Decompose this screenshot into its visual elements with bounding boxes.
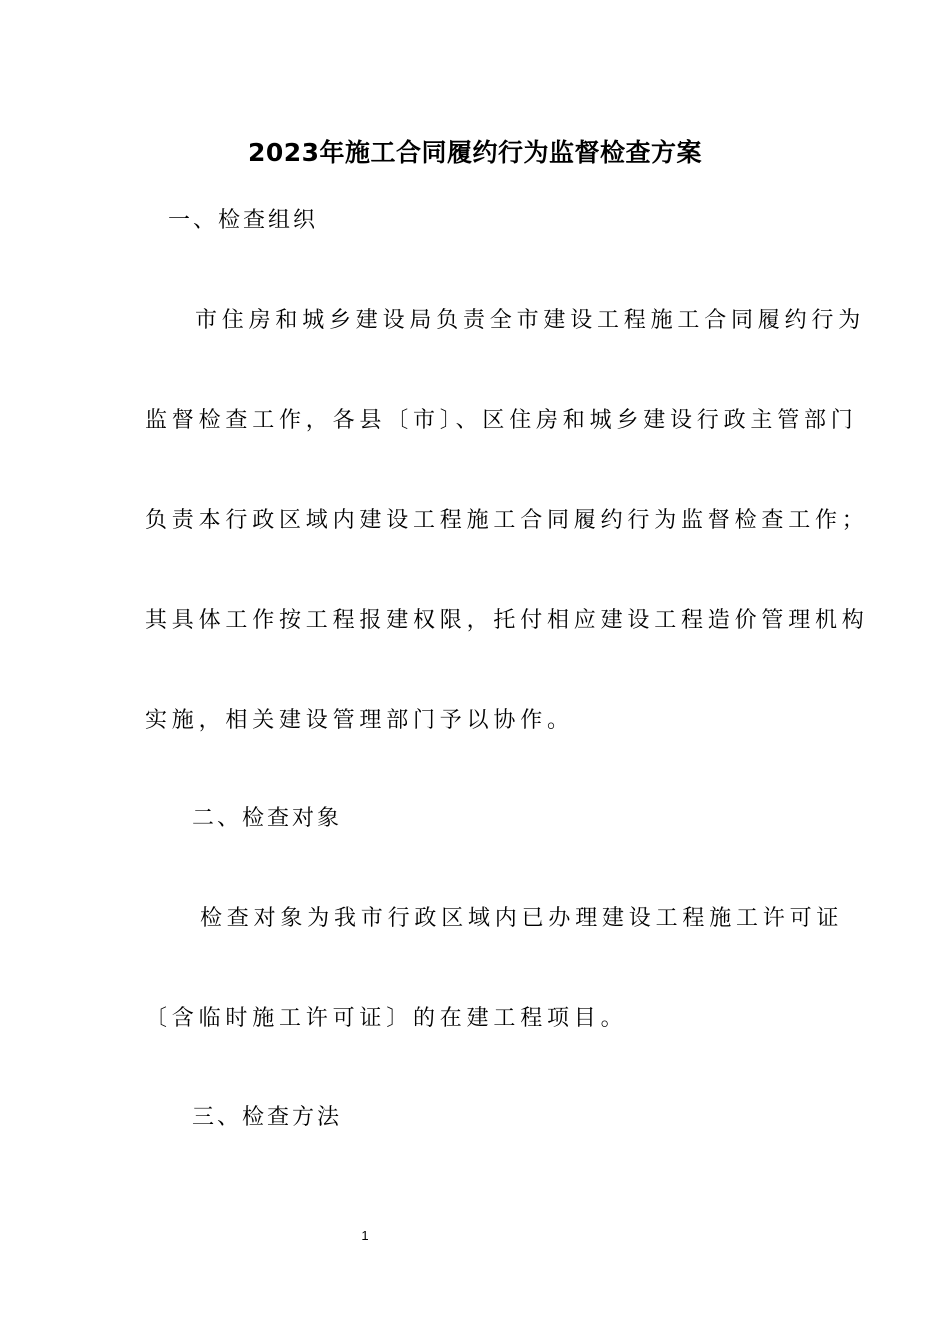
page-number: 1 bbox=[361, 1228, 369, 1243]
paragraph-line: 检查对象为我市行政区域内已办理建设工程施工许可证 bbox=[200, 906, 844, 931]
paragraph-line: 市住房和城乡建设局负责全市建设工程施工合同履约行为 bbox=[195, 308, 866, 333]
paragraph-line: 其具体工作按工程报建权限，托付相应建设工程造价管理机构 bbox=[145, 608, 869, 633]
section-heading-inspection-organization: 一、检查组织 bbox=[168, 208, 319, 233]
paragraph-line: 负责本行政区域内建设工程施工合同履约行为监督检查工作； bbox=[145, 508, 869, 533]
paragraph-line: 实施，相关建设管理部门予以协作。 bbox=[145, 708, 574, 733]
section-heading-inspection-methods: 三、检查方法 bbox=[192, 1105, 343, 1130]
paragraph-line: 监督检查工作，各县〔市〕、区住房和城乡建设行政主管部门 bbox=[145, 408, 858, 433]
section-heading-inspection-targets: 二、检查对象 bbox=[192, 806, 343, 831]
document-title: 2023年施工合同履约行为监督检查方案 bbox=[247, 138, 703, 167]
paragraph-line: 〔含临时施工许可证〕的在建工程项目。 bbox=[145, 1006, 628, 1031]
